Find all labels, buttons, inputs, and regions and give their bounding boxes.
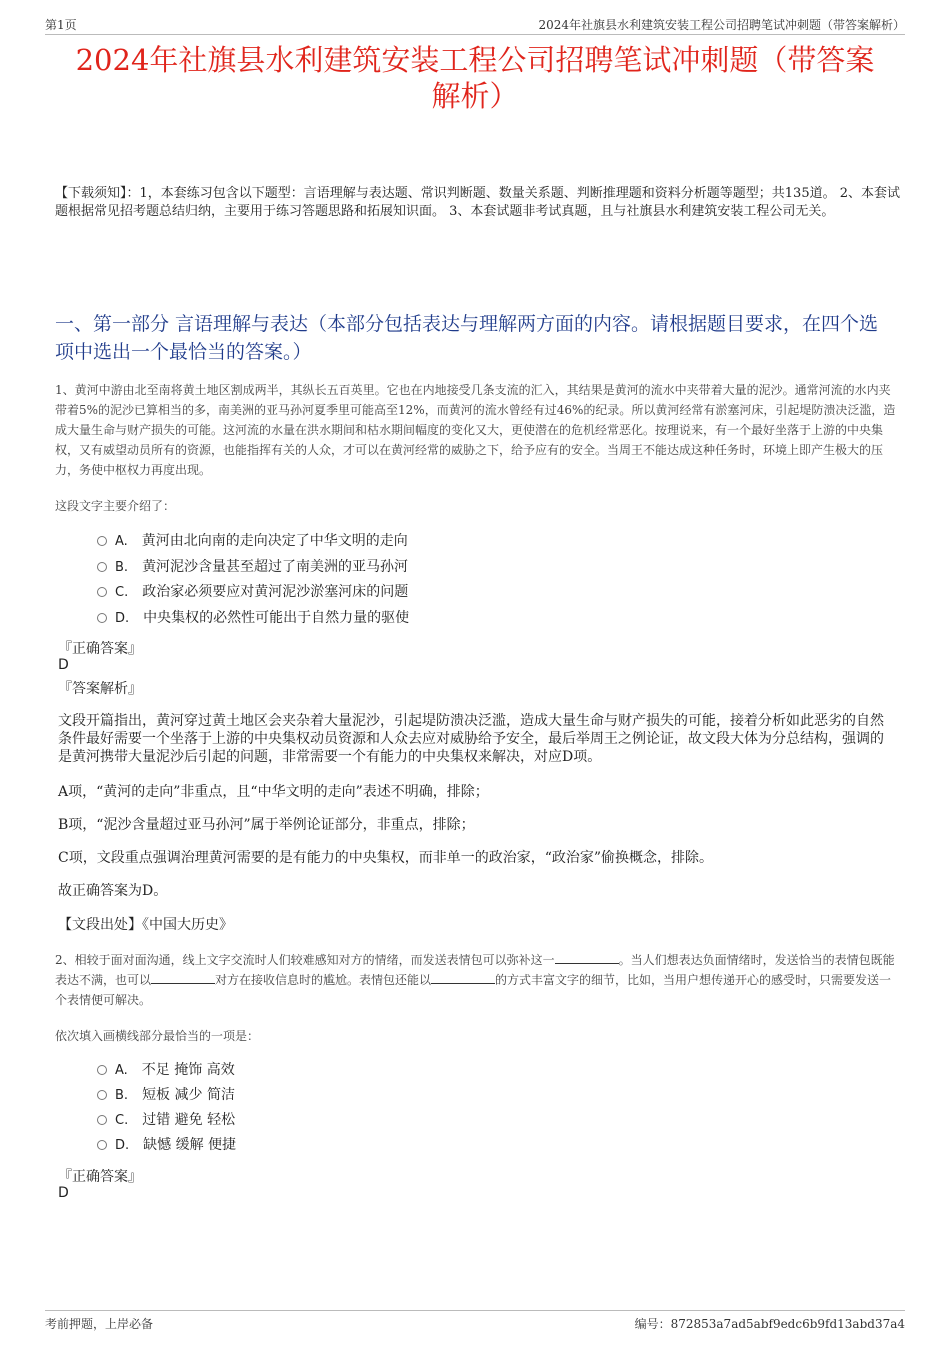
header-doc-title: 2024年社旗县水利建筑安装工程公司招聘笔试冲刺题（带答案解析） — [538, 18, 905, 32]
radio-icon[interactable] — [97, 536, 107, 546]
q1-option-b[interactable]: B. 黄河泥沙含量甚至超过了南美洲的亚马孙河 — [97, 557, 408, 577]
q1-option-a[interactable]: A. 黄河由北向南的走向决定了中华文明的走向 — [97, 531, 408, 551]
q1-answer: D — [58, 657, 69, 673]
fill-blank-3[interactable] — [431, 971, 495, 984]
radio-icon[interactable] — [97, 1140, 107, 1150]
q2-answer: D — [58, 1185, 69, 1201]
q1-analysis-paragraph: 文段开篇指出，黄河穿过黄土地区会夹杂着大量泥沙，引起堤防溃决泛滥，造成大量生命与财产损失的可能，接着分析如此恶劣的自然条件最好需要一个坐落于上游的中央集权动员资源和人众去应对威胁给予安全，最后举周王之例论证，故文段大体为分总结构，强调的是黄河携带大量泥沙后引起的问题，非常需要一个有能力的中央集权来解决，对应D项。 — [58, 713, 884, 765]
q1-analysis-label: 『答案解析』 — [58, 681, 142, 697]
q2-option-d[interactable]: D. 缺憾 缓解 便捷 — [97, 1135, 236, 1155]
radio-icon[interactable] — [97, 1090, 107, 1100]
q1-answer-label: 『正确答案』 — [58, 641, 142, 657]
q2-option-c[interactable]: C. 过错 避免 轻松 — [97, 1110, 235, 1130]
radio-icon[interactable] — [97, 1065, 107, 1075]
section-title: 一、第一部分 言语理解与表达（本部分包括表达与理解两方面的内容。请根据题目要求，在四个选项中选出一个最恰当的答案。） — [55, 313, 879, 363]
download-notice: 【下载须知】：1，本套练习包含以下题型：言语理解与表达题、常识判断题、数量关系题、判断推理题和资料分析题等题型；共135道。 2、本套试题根据常见招考题总结归纳，主要用于练习答题思路和拓展知识面。 3、本套试题非考试真题，且与社旗县水利建筑安装工程公司无关。 — [55, 186, 900, 219]
q1-source: 【文段出处】《中国大历史》 — [58, 917, 233, 933]
footer-slogan: 考前押题，上岸必备 — [45, 1317, 154, 1331]
radio-icon[interactable] — [97, 562, 107, 572]
footer-serial: 编号：872853a7ad5abf9edc6b9fd13abd37a4 — [634, 1317, 905, 1331]
fill-blank-1[interactable] — [555, 951, 619, 964]
q1-option-d[interactable]: D. 中央集权的必然性可能出于自然力量的驱使 — [97, 608, 409, 628]
q2-option-a[interactable]: A. 不足 掩饰 高效 — [97, 1060, 235, 1080]
question-2-prompt: 依次填入画横线部分最恰当的一项是： — [55, 1029, 260, 1043]
q1-analysis-c: C项，文段重点强调治理黄河需要的是有能力的中央集权，而非单一的政治家，“政治家”偷换概念，排除。 — [58, 850, 714, 866]
fill-blank-2[interactable] — [151, 971, 215, 984]
question-2-text: 2、相较于面对面沟通，线上文字交流时人们较难感知对方的情绪，而发送表情包可以弥补这一 。当人们想表达负面情绪时，发送恰当的表情包既能表达不满，也可以 对方在接收信息时的尴尬。表情包还能以 的方式丰富文字的细节，比如，当用户想传递开心的感受时，只需要发送一个表情便可解决。 — [55, 953, 895, 1007]
q1-option-c[interactable]: C. 政治家必须要应对黄河泥沙淤塞河床的问题 — [97, 582, 408, 602]
question-1-prompt: 这段文字主要介绍了： — [55, 499, 176, 513]
title-line-1: 2024年社旗县水利建筑安装工程公司招聘笔试冲刺题（带答案 — [75, 43, 875, 77]
title-line-2: 解析） — [431, 79, 519, 113]
page-header — [45, 14, 905, 35]
q1-analysis-b: B项，“泥沙含量超过亚马孙河”属于举例论证部分，非重点，排除； — [58, 817, 475, 833]
q1-analysis-a: A项，“黄河的走向”非重点，且“中华文明的走向”表述不明确，排除； — [58, 784, 489, 800]
q2-option-b[interactable]: B. 短板 减少 简洁 — [97, 1085, 235, 1105]
q1-analysis-conclusion: 故正确答案为D。 — [58, 883, 168, 899]
page-footer — [45, 1310, 905, 1333]
question-1-text: 1、黄河中游由北至南将黄土地区割成两半，其纵长五百英里。它也在内地接受几条支流的汇入，其结果是黄河的流水中夹带着大量的泥沙。通常河流的水内夹带着5%的泥沙已算相当的多，南美洲的亚马孙河夏季里可能高至12%，而黄河的流水曾经有过46%的纪录。所以黄河经常有淤塞河床，引起堤防溃决泛滥，造成大量生命与财产损失的可能。这河流的水量在洪水期间和枯水期间幅度的变化又大，更使潜在的危机经常恶化。按理说来，有一个最好坐落于上游的中央集权，又有威望动员所有的资源，也能指挥有关的人众，才可以在黄河经常的威胁之下，给予应有的安全。当周王不能达成这种任务时，环境上即产生极大的压力，务使中枢权力再度出现。 — [55, 383, 896, 477]
document-title — [40, 42, 910, 114]
radio-icon[interactable] — [97, 587, 107, 597]
radio-icon[interactable] — [97, 1115, 107, 1125]
radio-icon[interactable] — [97, 613, 107, 623]
q2-answer-label: 『正确答案』 — [58, 1169, 142, 1185]
page-number: 第1页 — [45, 18, 77, 32]
